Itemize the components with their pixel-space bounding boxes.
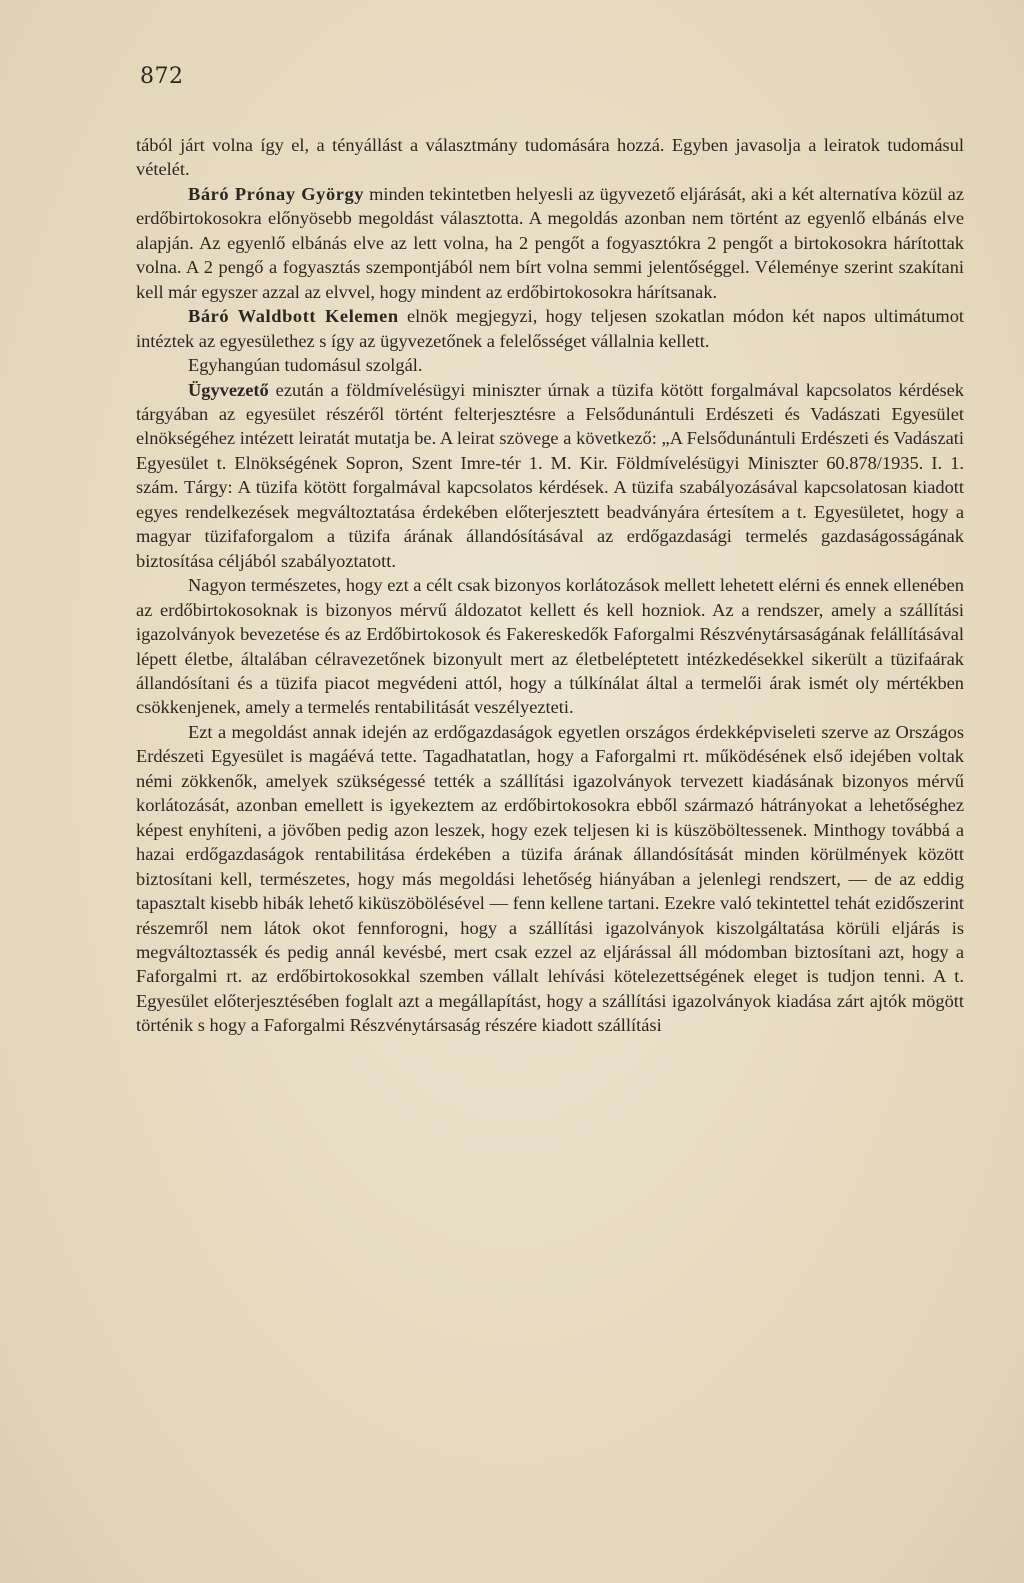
paragraph-text: Nagyon természetes, hogy ezt a célt csak bizonyos korlátozások mellett lehetett elérni és ennek ellenében az erdőbirtokosoknak is bizonyos mérvű áldozatot kellett és kell hozniok. Az a rendszer, amely a szállítási igazolványok bevezetése és az Erdőbirtokosok és Fakereskedők Faforgalmi Részvénytársaságának felállításával lépett életbe, általában célravezetőnek bizonyult mert az életbeléptetett intézkedésekkel sikerült a tüzifaárak állandósítani és a tüzifa piacot megvédeni attól, hogy a túlkínálat által a termelői árak ismét oly mértékben csökkenjenek, amely a termelés rentabilitását veszélyezteti. bbox=[136, 575, 964, 718]
paragraph-text: elnök megjegyzi, hogy teljesen szokatlan módon két napos ultimátumot intéztek az egyesülethez s így az ügyvezetőnek a felelősséget vállalnia kellett. bbox=[136, 306, 965, 351]
paragraph-text: tából járt volna így el, a tényállást a választmány tudomására hozzá. Egyben javasolja a leiratok tudomásul vételét. bbox=[136, 135, 964, 180]
paragraph-text: Egyhangúan tudomásul szolgál. bbox=[188, 355, 423, 376]
paragraph bbox=[136, 133, 964, 182]
speaker-name: Báró Waldbott Kelemen bbox=[188, 306, 399, 327]
speaker-name: Ügyvezető bbox=[188, 379, 269, 400]
speaker-name: Báró Prónay György bbox=[188, 183, 365, 204]
paragraph-text: minden tekintetben helyesli az ügyvezető eljárását, aki a két alternatíva közül az erdőbirtokosokra előnyösebb megoldást választotta. A megoldás azonban nem történt az egyenlő elbánás elve alapján. Az egyenlő elbánás elve az lett volna, ha 2 pengőt a fogyasztókra 2 pengőt a birtokosokra hárítottak volna. A 2 pengő a fogyasztás szempontjából nem bírt volna semmi jelentőséggel. Véleménye szerint szakítani kell már egyszer azzal az elvvel, hogy mindent az erdőbirtokosokra hárítsanak. bbox=[136, 183, 964, 302]
paragraph bbox=[136, 182, 964, 304]
paragraph bbox=[136, 720, 964, 1038]
paragraph-text: ezután a földmívelésügyi miniszter úrnak a tüzifa kötött forgalmával kapcsolatos kérdések tárgyában az egyesület részéről történt felterjesztésre a Felsődunántuli Erdészeti és Vadászati Egyesület elnökségéhez intézett leiratát mutatja be. A leirat szövege a következő: „A Felsődunántuli Erdészeti és Vadászati Egyesület t. Elnökségének Sopron, Szent Imre-tér 1. M. Kir. Földmívelésügyi Miniszter 60.878/1935. I. 1. szám. Tárgy: A tüzifa kötött forgalmával kapcsolatos kérdések. A tüzifa szabályozásával kapcsolatosan kiadott egyes rendelkezések megváltoztatása érdekében előterjesztett beadványára értesítem a t. Egyesületet, hogy a magyar tüzifaforgalom a tüzifa árának állandósításával az erdőgazdasági termelés gazdaságosságának biztosítása céljából szabályoztatott. bbox=[136, 379, 964, 571]
paragraph-text: Ezt a megoldást annak idején az erdőgazdaságok egyetlen országos érdekképviseleti szerve az Országos Erdészeti Egyesület is magáévá tette. Tagadhatatlan, hogy a Faforgalmi rt. működésének első idejében voltak némi zökkenők, amelyek szükségessé tették a szállítási igazolványok tervezett kiadásának bizonyos mérvű korlátozását, azonban emellett is igyekeztem az erdőbirtokosokra ebből származó hátrányokat a lehetőséghez képest enyhíteni, a jövőben pedig azon leszek, hogy ezek teljesen ki is küszöböltessenek. Minthogy továbbá a hazai erdőgazdaságok rentabilitása érdekében a tüzifa árának állandósítását minden körülmények között biztosítani kell, természetes, hogy más megoldási lehetőség hiányában a jelenlegi rendszert, — de az eddig tapasztalt kisebb hibák lehető kiküszöbölésével — fenn kellene tartani. Ezekre való tekintettel tehát ezidőszerint részemről nem látok okot fennforogni, hogy a szállítási igazolványok kiszolgáltatása körüli eljárás is megváltoztassék és pedig annál kevésbé, mert csak ezzel az eljárással áll módomban biztosítani azt, hogy a Faforgalmi rt. az erdőbirtokosokkal szemben vállalt lehívási kötelezettségének eleget is tudjon tenni. A t. Egyesület előterjesztésében foglalt azt a megállapítást, hogy a szállítási igazolványok kiadása zárt ajtók mögött történik s hogy a Faforgalmi Részvénytársaság részére kiadott szállítási bbox=[136, 721, 964, 1036]
paragraph bbox=[136, 573, 964, 720]
page-number: 872 bbox=[140, 64, 184, 89]
paragraph bbox=[136, 304, 964, 353]
paragraph bbox=[136, 353, 964, 377]
body-text bbox=[136, 133, 964, 1038]
paragraph bbox=[136, 378, 964, 574]
